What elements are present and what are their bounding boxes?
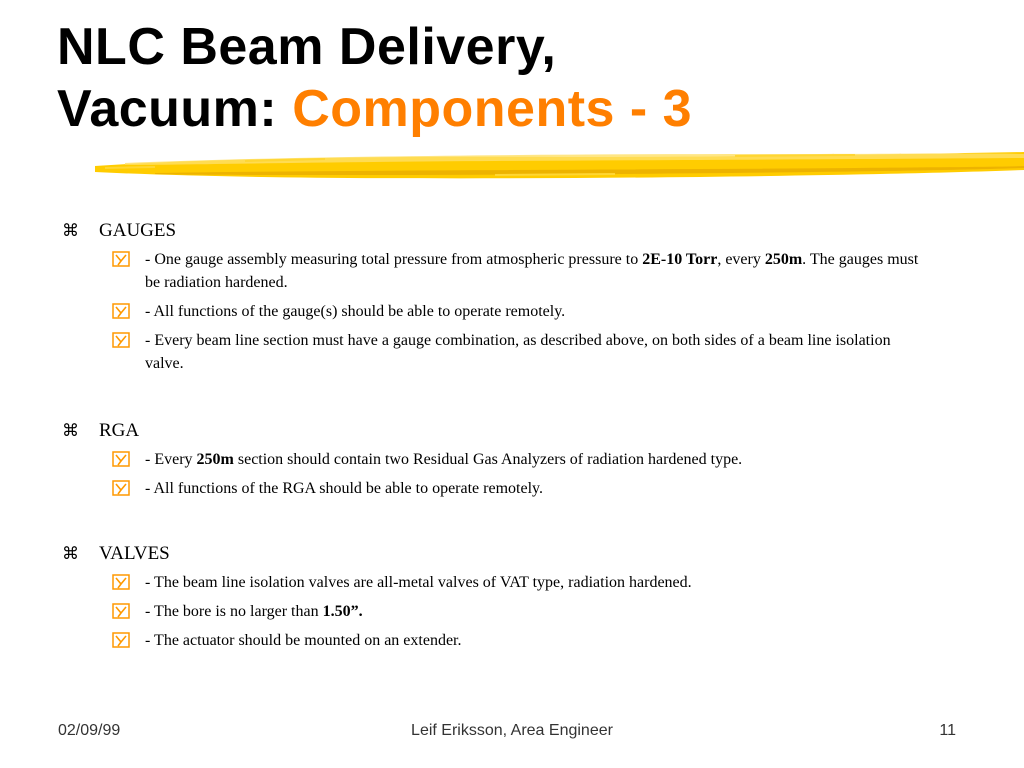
section-valves [62, 543, 962, 652]
list-item-text: - The bore is no larger than 1.50”. [145, 603, 363, 620]
section-gauges [62, 220, 962, 375]
section-heading-text: RGA [99, 420, 140, 441]
list-item [112, 629, 932, 652]
footer-date: 02/09/99 [58, 722, 121, 739]
checkbox-y-icon [112, 248, 145, 271]
section-heading [62, 543, 962, 565]
list-item-text: - All functions of the RGA should be able to operate remotely. [145, 480, 543, 497]
list-item-text: - Every beam line section must have a gauge combination, as described above, on both sides of a beam line isolation valve. [145, 332, 891, 372]
footer-author: Leif Eriksson, Area Engineer [411, 722, 613, 739]
list-item-text: - One gauge assembly measuring total pressure from atmospheric pressure to 2E-10 Torr, every 250m. The gauges must be radiation hardened. [145, 251, 919, 291]
title-prefix: Vacuum: [57, 80, 293, 138]
list-item-text: - The beam line isolation valves are all-metal valves of VAT type, radiation hardened. [145, 574, 692, 591]
section-heading-text: VALVES [99, 543, 170, 564]
list-item [112, 448, 932, 471]
list-item [112, 477, 932, 500]
section-heading-text: GAUGES [99, 220, 177, 241]
title-line-1: NLC Beam Delivery, [57, 18, 557, 76]
list-item-text: - All functions of the gauge(s) should be able to operate remotely. [145, 303, 566, 320]
checkbox-y-icon [112, 300, 145, 323]
checkbox-y-icon [112, 329, 145, 352]
checkbox-y-icon [112, 600, 145, 623]
list-item [112, 600, 932, 623]
list-item-text: - The actuator should be mounted on an extender. [145, 632, 462, 649]
list-item-text: - Every 250m section should contain two Residual Gas Analyzers of radiation hardened type. [145, 451, 743, 468]
list-item [112, 571, 932, 594]
list-item [112, 248, 932, 294]
checkbox-y-icon [112, 629, 145, 652]
checkbox-y-icon [112, 571, 145, 594]
command-icon: ⌘ [62, 221, 79, 240]
checkbox-y-icon [112, 448, 145, 471]
list-item [112, 329, 932, 375]
section-heading [62, 420, 962, 442]
footer-page-number: 11 [939, 722, 956, 739]
list-item [112, 300, 932, 323]
command-icon: ⌘ [62, 544, 79, 563]
checkbox-y-icon [112, 477, 145, 500]
section-heading [62, 220, 962, 242]
title-accent: Components - 3 [292, 80, 693, 138]
command-icon: ⌘ [62, 421, 79, 440]
section-rga [62, 420, 962, 500]
